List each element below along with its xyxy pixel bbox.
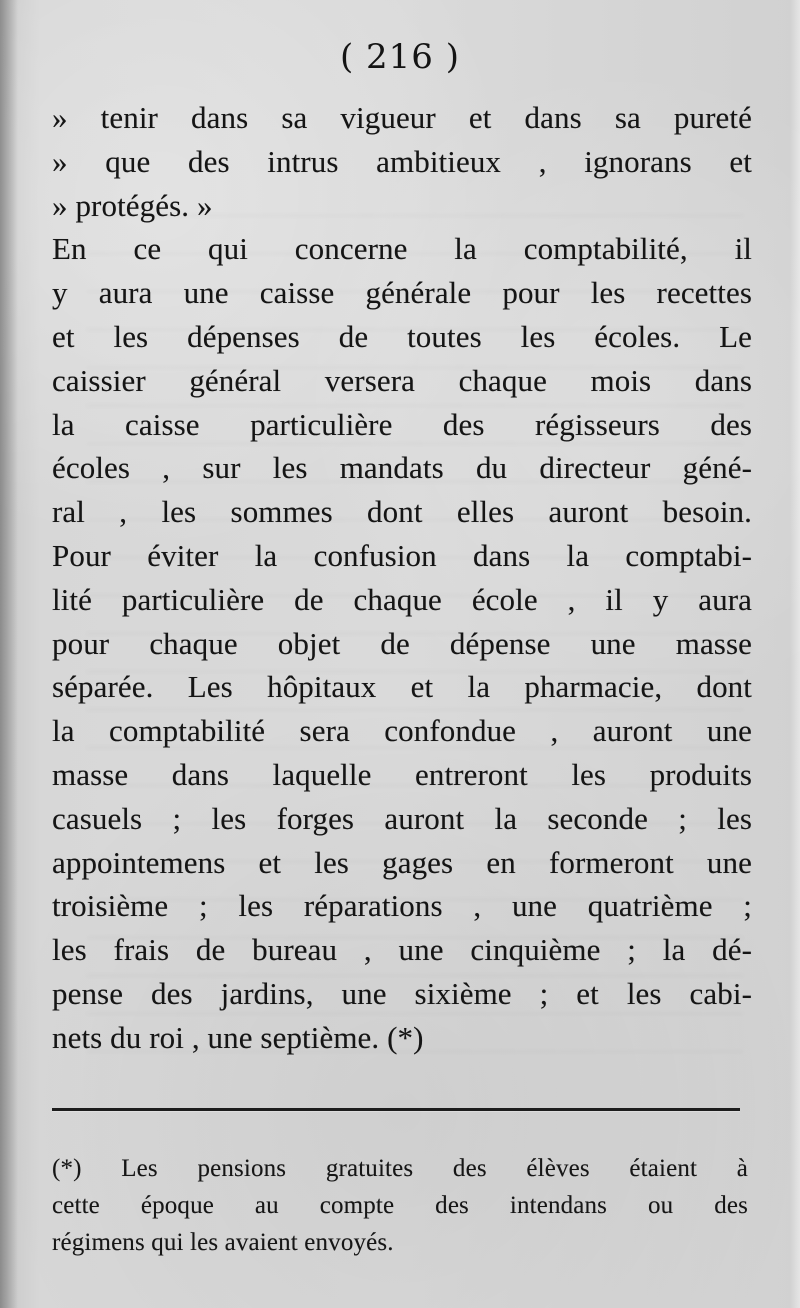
page-number: ( 216 )	[339, 37, 461, 77]
body-line: appointemens et les gages en formeront une	[52, 844, 752, 880]
body-line: écoles , sur les mandats du directeur géné-	[52, 450, 752, 486]
body-line: pense des jardins, une sixième ; et les cabi-	[52, 975, 752, 1011]
body-line: y aura une caisse générale pour les recettes	[52, 275, 752, 311]
page-right-highlight	[790, 0, 800, 1308]
body-line: lité particulière de chaque école , il y aura	[52, 581, 752, 617]
body-line: pour chaque objet de dépense une masse	[52, 625, 752, 661]
body-line: ral , les sommes dont elles auront besoin.	[52, 494, 752, 530]
body-line: la caisse particulière des régisseurs des	[52, 406, 752, 442]
body-line: Pour éviter la confusion dans la comptabi-	[52, 537, 752, 573]
main-text-block	[52, 96, 752, 1060]
footnote-line: (*) Les pensions gratuites des élèves étaient à	[52, 1155, 748, 1182]
body-line: masse dans laquelle entreront les produits	[52, 756, 752, 792]
footnote-line: cette époque au compte des intendans ou des	[52, 1192, 748, 1219]
body-line: et les dépenses de toutes les écoles. Le	[52, 318, 752, 354]
body-line: troisième ; les réparations , une quatrième ;	[52, 888, 752, 924]
body-line: la comptabilité sera confondue , auront une	[52, 713, 752, 749]
body-line: les frais de bureau , une cinquième ; la dé-	[52, 932, 752, 968]
page-left-shadow	[0, 0, 18, 1308]
footnote-block	[52, 1150, 748, 1261]
body-line: » que des intrus ambitieux , ignorans et	[52, 143, 752, 179]
body-line: En ce qui concerne la comptabilité, il	[52, 231, 752, 267]
footnote-divider	[52, 1108, 740, 1111]
body-line: casuels ; les forges auront la seconde ; les	[52, 800, 752, 836]
body-line: » protégés. »	[52, 187, 213, 223]
body-line: caissier général versera chaque mois dans	[52, 362, 752, 398]
body-line: nets du roi , une septième. (*)	[52, 1019, 424, 1055]
footnote-line: régimens qui les avaient envoyés.	[52, 1229, 394, 1256]
body-line: séparée. Les hôpitaux et la pharmacie, dont	[52, 669, 752, 705]
body-line: » tenir dans sa vigueur et dans sa pureté	[52, 100, 752, 135]
